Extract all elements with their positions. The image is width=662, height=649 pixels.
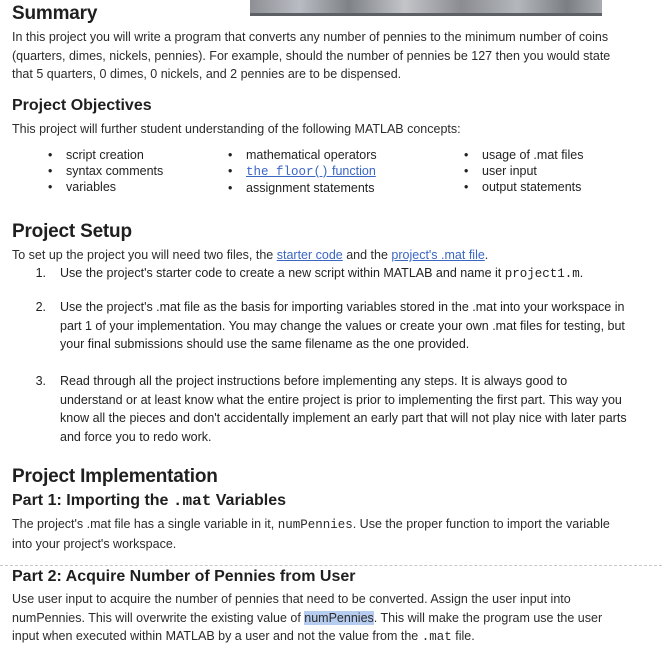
part1-heading [12,492,286,510]
floor-function-link[interactable] [246,164,376,178]
setup-intro-suffix: . [484,248,489,262]
part1-text-prefix: The project's .mat file has a single variable in it, [12,517,278,531]
list-item: • output statements [462,179,583,195]
objectives-list-col3 [462,147,583,195]
mat-code: .mat [421,630,452,644]
objectives-list-col2 [226,147,377,196]
list-item: • variables [46,179,163,195]
step1-text: Use the project's starter code to create a new script within MATLAB and name it [60,266,505,280]
section-divider [0,565,662,566]
floor-link-text: function [328,164,376,178]
part1-text [12,515,612,553]
step1-end: . [579,266,584,280]
part1-heading-prefix: Part 1: Importing the [12,492,173,509]
setup-intro-prefix: To set up the project you will need two files, the [12,248,277,262]
summary-text: In this project you will write a program that converts any number of pennies to the minimum number of coins (quarters, dimes, nickels, pennies). For example, should the number of pennies be 127 then you would state that 5 quarters, 0 dimes, 0 nickels, and 2 pennies are to be dispensed. [12,30,611,81]
part1-text-suffix: . Use the proper function to import the variable into your project's workspace. [12,517,610,551]
part2-text-mid: . This will make the program use the user input when executed within MATLAB by a user and not the value from the [12,610,603,643]
objectives-intro: This project will further student understanding of the following MATLAB concepts: [12,122,461,136]
setup-intro-mid: and the [342,248,392,262]
project-filename: project1.m [504,267,580,281]
setup-heading: Project Setup [12,221,132,242]
objectives-heading: Project Objectives [12,97,152,114]
summary-heading: Summary [12,3,98,24]
list-item: • user input [462,163,583,179]
step-text: Read through all the project instructions before implementing any steps. It is always good to understand or at least know what the entire project is prior to implementing the first part. This way you know all the pieces and don't accidentally implement an early part that will not play nice with later parts and force you to redo work. [60,374,627,444]
part2-text [12,590,624,647]
step-text: Use the project's .mat file as the basis for importing variables stored in the .mat into your workspace in part 1 of your implementation. You may change the values or create your own .mat files for testing, but your final submissions should use the same filename as the one provided. [60,300,625,351]
floor-code: the floor() [246,165,329,179]
mat-file-link[interactable]: project's .mat file [391,248,485,262]
numpennies-code: numPennies [277,518,353,532]
selected-text[interactable]: numPennies [304,610,374,625]
part2-text-suffix: file. [451,629,475,643]
part1-heading-code: .mat [172,492,212,510]
objectives-list-col1 [46,147,163,195]
part1-heading-suffix: Variables [211,492,287,509]
step-text [60,264,640,284]
part2-heading: Part 2: Acquire Number of Pennies from User [12,568,356,585]
part2-text-prefix: Use user input to acquire the number of pennies that need to be converted. Assign the user input into numPennies. This will overwrite the existing value of [12,592,571,625]
header-photo-strip [250,0,602,16]
implementation-heading: Project Implementation [12,466,218,487]
list-item: • mathematical operators [226,147,377,163]
list-item [226,163,377,180]
starter-code-link[interactable]: starter code [276,248,343,262]
step-number: 2. [35,300,46,314]
step-number: 1. [35,266,46,280]
list-item: • usage of .mat files [462,147,583,163]
setup-intro [12,246,488,265]
step-number: 3. [35,374,46,388]
list-item: • script creation [46,147,163,163]
list-item: • syntax comments [46,163,163,179]
list-item: • assignment statements [226,180,377,196]
